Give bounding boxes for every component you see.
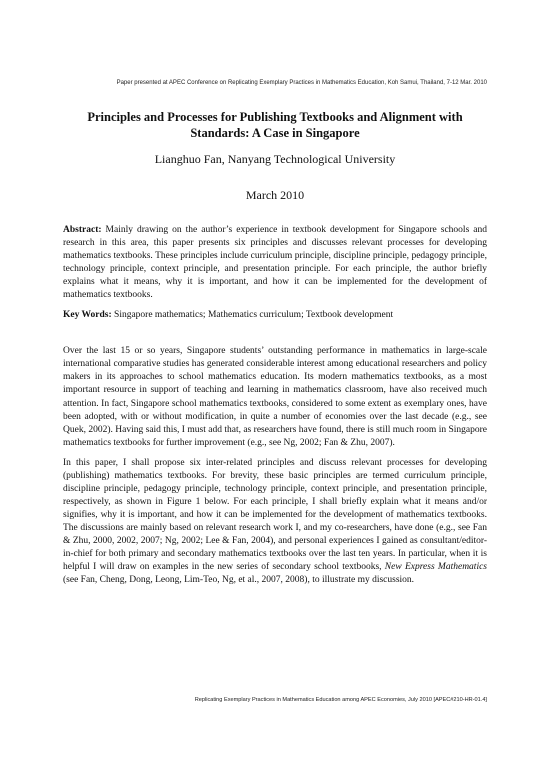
body-paragraph-2 xyxy=(63,457,487,587)
body-paragraph-1: Over the last 15 or so years, Singapore students’ outstanding performance in mathematics in large-scale international comparative studies has generated considerable interest among educational researchers and policy makers in its approaches to school mathematics education. Its modern mathematics textbooks, as a most important resource in support of teaching and learning in mathematics classroom, have also received much attention. In fact, Singapore school mathematics textbooks, considered to some extent as exemplary ones, have been adopted, with or without modification, in quite a number of economies over the last decade (e.g., see Quek, 2002). Having said this, I must add that, as researchers have found, there is still much room in Singapore mathematics textbooks for further improvement (e.g., see Ng, 2002; Fan & Zhu, 2007). xyxy=(63,346,487,448)
book-title-italic: New Express Mathematics xyxy=(384,562,487,573)
paper-content xyxy=(63,109,487,587)
conference-header-note: Paper presented at APEC Conference on Replicating Exemplary Practices in Mathematics Education, Koh Samui, Thailand, 7-12 Mar. 2010 xyxy=(116,80,487,86)
abstract-text: Mainly drawing on the author’s experience in textbook development for Singapore schools and research in this area, this paper presents six principles and discusses relevant processes for developing mathematics textbooks. These principles include curriculum principle, discipline principle, pedagogy principle, technology principle, context principle, and presentation principle. For each principle, the author briefly explains what it means, why it is important, and how it can be implemented for the development of mathematics textbooks. xyxy=(63,225,487,301)
keywords-label: Key Words: xyxy=(63,310,112,321)
page-footer-note: Replicating Exemplary Practices in Mathematics Education among APEC Economies, July 2010 [APEC#210-HR-01.4] xyxy=(194,697,487,703)
paragraph-2-text-start: In this paper, I shall propose six inter-related principles and discuss relevant processes for developing (publishing) mathematics textbooks. For brevity, these basic principles are termed curriculum principle, discipline principle, pedagogy principle, technology principle, context principle, and presentation principle, respectively, as shown in Figure 1 below. For each principle, I shall briefly explain what it means and/or signifies, why it is important, and how it can be implemented for the development of mathematics textbooks. The discussions are mainly based on relevant research work I, and my co-researchers, have done (e.g., see Fan & Zhu, 2000, 2002, 2007; Ng, 2002; Lee & Fan, 2004), and personal experiences I gained as consultant/editor-in-chief for both primary and secondary mathematics textbooks over the last ten years. In particular, when it is helpful I will draw on examples in the new series of secondary school textbooks, xyxy=(63,457,487,573)
keywords xyxy=(63,309,487,322)
paper-title: Principles and Processes for Publishing Textbooks and Alignment with Standards: A Case in Singapore xyxy=(87,110,463,140)
paper-date: March 2010 xyxy=(245,188,305,202)
paragraph-2-text-end: (see Fan, Cheng, Dong, Leong, Lim-Teo, Ng, et al., 2007, 2008), to illustrate my discussion. xyxy=(63,575,415,586)
abstract xyxy=(63,224,487,302)
keywords-text: Singapore mathematics; Mathematics curriculum; Textbook development xyxy=(111,310,394,321)
abstract-label: Abstract: xyxy=(63,225,102,235)
paper-author: Lianghuo Fan, Nanyang Technological University xyxy=(154,152,396,166)
